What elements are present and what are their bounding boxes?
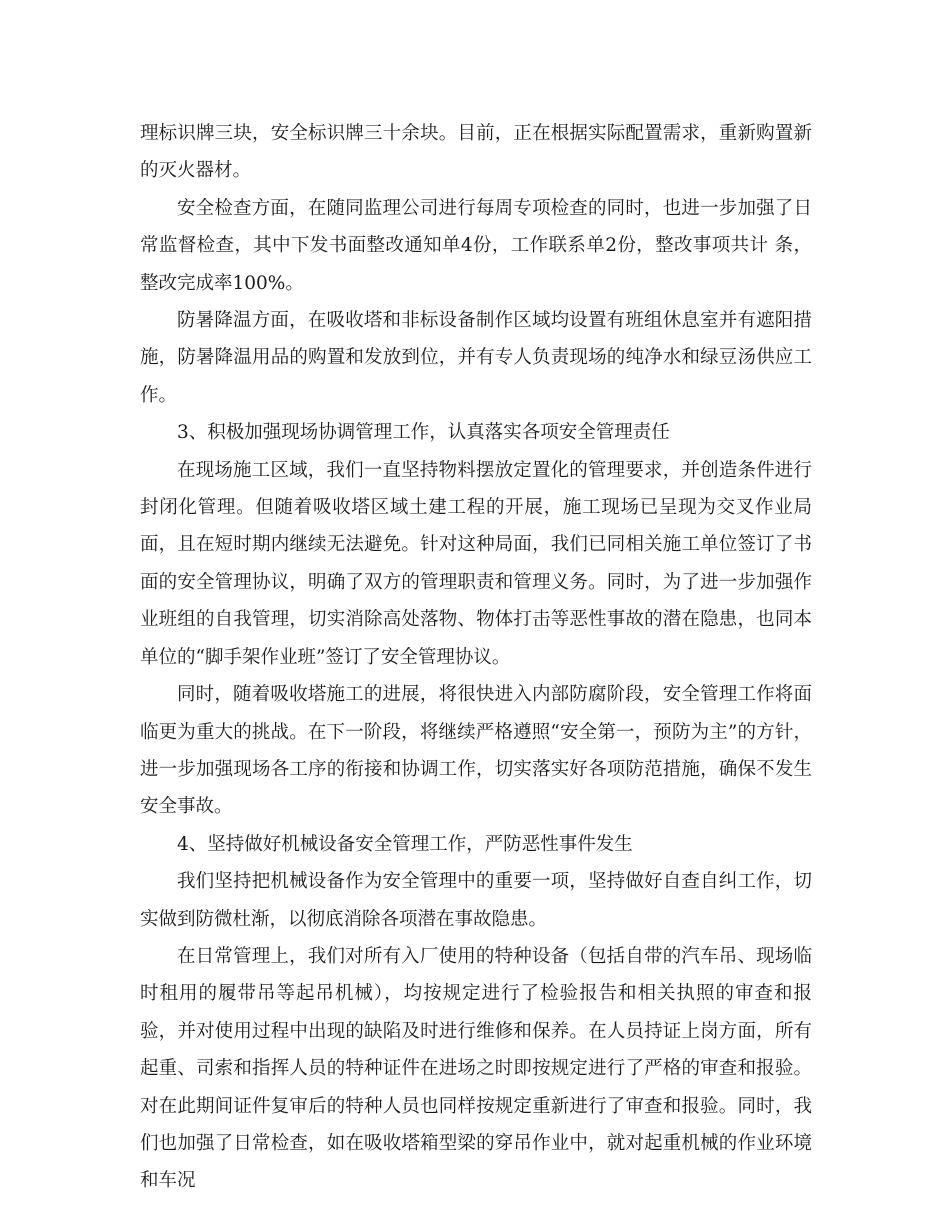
section-heading-3: 3、积极加强现场协调管理工作，认真落实各项安全管理责任 (177, 422, 670, 444)
section-heading-4: 4、坚持做好机械设备安全管理工作，严防恶性事件发生 (177, 833, 633, 855)
paragraph-site-coordination: 在现场施工区域，我们一直坚持物料摆放定置化的管理要求，并创造条件进行封闭化管理。但随着吸收塔区域土建工程的开展，施工现场已呈现为交叉作业局面，且在短时期内继续无法避免。针对这种局面，我们已同相关施工单位签订了书面的安全管理协议，明确了双方的管理职责和管理义务。同时，为了进一步加强作业班组的自我管理，切实消除高处落物、物体打击等恶性事故的潜在隐患，也同本单位的“脚手架作业班”签订了安全管理协议。 (140, 459, 812, 668)
paragraph-heat-prevention: 防暑降温方面，在吸收塔和非标设备制作区域均设置有班组休息室并有遮阳措施，防暑降温用品的购置和发放到位，并有专人负责现场的纯净水和绿豆汤供应工作。 (140, 310, 812, 406)
paragraph-safety-inspection: 安全检查方面，在随同监理公司进行每周专项检查的同时，也进一步加强了日常监督检查，其中下发书面整改通知单4份，工作联系单2份，整改事项共计 条，整改完成率100%。 (140, 197, 812, 294)
paragraph-next-stage: 同时，随着吸收塔施工的进展，将很快进入内部防腐阶段，安全管理工作将面临更为重大的挑战。在下一阶段，将继续严格遵照“安全第一，预防为主”的方针，进一步加强现场各工序的衔接和协调工作，切实落实好各项防范措施，确保不发生安全事故。 (140, 684, 812, 818)
paragraph-daily-management: 在日常管理上，我们对所有入厂使用的特种设备（包括自带的汽车吊、现场临时租用的履带吊等起吊机械），均按规定进行了检验报告和相关执照的审查和报验，并对使用过程中出现的缺陷及时进行维修和保养。在人员持证上岗方面，所有起重、司索和指挥人员的特种证件在进场之时即按规定进行了严格的审查和报验。对在此期间证件复审后的特种人员也同样按规定重新进行了审查和报验。同时，我们也加强了日常检查，如在吸收塔箱型梁的穿吊作业中，就对起重机械的作业环境和车况 (140, 945, 812, 1192)
paragraph-equipment-priority: 我们坚持把机械设备作为安全管理中的重要一项，坚持做好自查自纠工作，切实做到防微杜渐，以彻底消除各项潜在事故隐患。 (140, 871, 812, 930)
paragraph-1: 理标识牌三块，安全标识牌三十余块。目前，正在根据实际配置需求，重新购置新的灭火器材。 (140, 123, 812, 182)
document-body (140, 115, 812, 1200)
